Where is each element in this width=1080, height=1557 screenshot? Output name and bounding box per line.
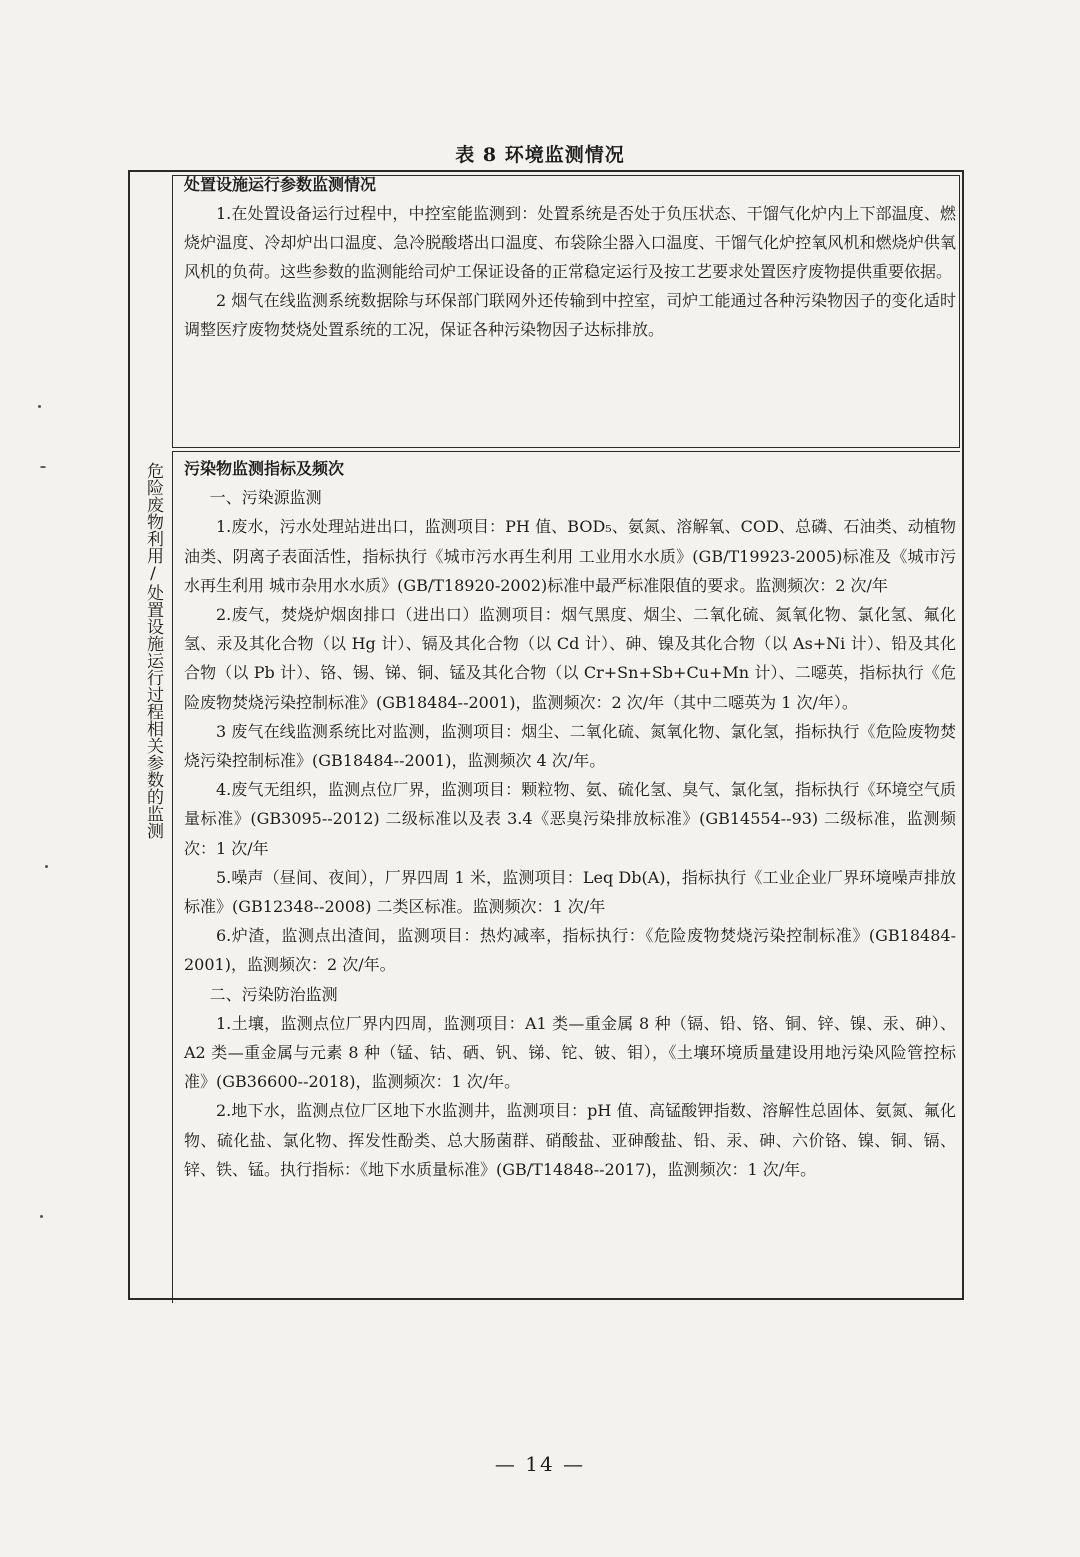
- subsection-heading: 一、污染源监测: [209, 488, 322, 508]
- list-item: 2.废气，焚烧炉烟囱排口（进出口）监测项目：烟气黑度、烟尘、二氧化硫、氮氧化物、氯化氢、氟化氢、汞及其化合物（以 Hg 计）、镉及其化合物（以 Cd 计）、砷、镍及其化合物（以 As+Ni 计）、铅及其化合物（以 Pb 计）、铬、锡、锑、铜、锰及其化合物（以 Cr+Sn+Sb+Cu+Mn 计）、二噁英，指标执行《危险废物焚烧污染控制标准》(GB18484--2001)，监测频次：2 次/年（其中二噁英为 1 次/年）。: [184, 605, 956, 712]
- scan-speck: [45, 865, 48, 868]
- list-item: 5.噪声（昼间、夜间），厂界四周 1 米，监测项目：Leq Db(A)，指标执行《工业企业厂界环境噪声排放标准》(GB12348--2008) 二类区标准。监测频次：1 次/年: [184, 867, 956, 917]
- list-item: 1.废水，污水处理站进出口，监测项目：PH 值、BOD₅、氨氮、溶解氧、COD、总磷、石油类、动植物油类、阴离子表面活性，指标执行《城市污水再生利用 工业用水水质》(GB/T19923-2005)标准及《城市污水再生利用 城市杂用水水质》(GB/T18920-2002)标准中最严标准限值的要求。监测频次：2 次/年: [184, 517, 956, 595]
- paragraph: 2 烟气在线监测系统数据除与环保部门联网外还传输到中控室，司炉工能通过各种污染物因子的变化适时调整医疗废物焚烧处置系统的工况，保证各种污染物因子达标排放。: [184, 291, 956, 339]
- subsection-heading: 二、污染防治监测: [209, 984, 338, 1004]
- list-item: 2.地下水，监测点位厂区地下水监测井，监测项目：pH 值、高锰酸钾指数、溶解性总固体、氨氮、氟化物、硫化盐、氯化物、挥发性酚类、总大肠菌群、硝酸盐、亚砷酸盐、铅、汞、砷、六价铬、镍、铜、镉、锌、铁、锰。执行指标：《地下水质量标准》(GB/T14848--2017)，监测频次：1 次/年。: [184, 1101, 956, 1179]
- list-item: 6.炉渣，监测点出渣间，监测项目：热灼减率，指标执行：《危险废物焚烧污染控制标准》(GB18484-2001)，监测频次：2 次/年。: [184, 926, 956, 975]
- side-label: 危险废物利用/处置设施运行过程相关参数的监测: [143, 462, 163, 839]
- section-heading: 污染物监测指标及频次: [184, 459, 345, 478]
- scan-speck: [38, 405, 41, 408]
- page-title: 表 8 环境监测情况: [455, 144, 625, 166]
- scan-speck: [40, 466, 46, 468]
- list-item: 4.废气无组织，监测点位厂界，监测项目：颗粒物、氨、硫化氢、臭气、氯化氢，指标执行《环境空气质量标准》(GB3095--2012) 二级标准以及表 3.4《恶臭污染排放标准》(GB14554--93) 二级标准，监测频次：1 次/年: [184, 780, 956, 858]
- page-number: — 14 —: [494, 1452, 586, 1476]
- list-item: 1.土壤，监测点位厂界内四周，监测项目：A1 类—重金属 8 种（镉、铅、铬、铜、锌、镍、汞、砷）、A2 类—重金属与元素 8 种（锰、钴、硒、钒、锑、铊、铍、钼），《土壤环境质量建设用地污染风险管控标准》(GB36600--2018)，监测频次：1 次/年。: [184, 1013, 956, 1092]
- paragraph: 1.在处置设备运行过程中，中控室能监测到：处置系统是否处于负压状态、干馏气化炉内上下部温度、燃烧炉温度、冷却炉出口温度、急冷脱酸塔出口温度、布袋除尘器入口温度、干馏气化炉控氧风机和燃烧炉供氧风机的负荷。这些参数的监测能给司炉工保证设备的正常稳定运行及按工艺要求处置医疗废物提供重要依据。: [184, 204, 956, 281]
- top-cell-text: [184, 170, 956, 344]
- list-item: 3 废气在线监测系统比对监测，监测项目：烟尘、二氧化硫、氮氧化物、氯化氢，指标执行《危险废物焚烧污染控制标准》(GB18484--2001)，监测频次 4 次/年。: [184, 721, 956, 771]
- scan-speck: [40, 1215, 43, 1218]
- section-heading: 处置设施运行参数监测情况: [184, 175, 377, 194]
- bottom-cell-text: [184, 454, 956, 1184]
